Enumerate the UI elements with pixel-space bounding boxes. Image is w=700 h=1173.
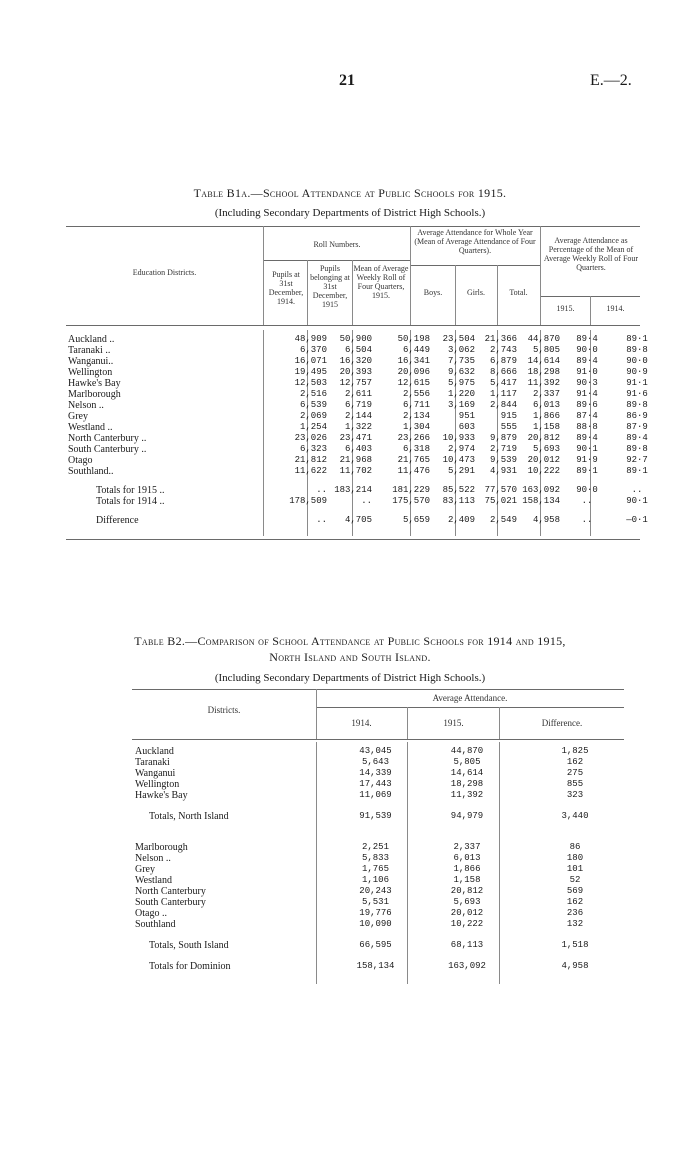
cell-value: 1,825	[561, 746, 589, 756]
cell-value: 6,013	[532, 400, 560, 410]
cell-value: 555	[500, 422, 517, 432]
cell-value: 89·4	[626, 433, 648, 443]
row-label: South Canterbury	[135, 897, 206, 908]
header-pupils-belonging: Pupils belonging at 31st December, 1915	[310, 264, 350, 309]
cell-value: 21,812	[294, 455, 327, 465]
cell-value: 6,539	[299, 400, 327, 410]
cell-value: 5,291	[447, 466, 475, 476]
row-spacer	[135, 832, 637, 842]
header-education-districts: Education Districts.	[132, 268, 197, 277]
cell-value: 132	[566, 919, 584, 929]
row-label: Southland	[135, 919, 176, 930]
cell-value: 5,417	[489, 378, 517, 388]
cell-value: 181,229	[392, 485, 430, 495]
cell-value: 10,933	[442, 433, 475, 443]
row-label: Taranaki ..	[68, 345, 111, 356]
cell-value: 19,776	[359, 908, 392, 918]
district-row	[135, 919, 637, 930]
district-row	[135, 908, 637, 919]
cell-value: 20,096	[397, 367, 430, 377]
header-mean-roll: Mean of Average Weekly Roll of Four Quarters, 1915.	[353, 264, 409, 300]
cell-value: 1,106	[361, 875, 389, 885]
cell-value: 11,392	[450, 790, 484, 800]
north-island-total-row	[135, 811, 637, 822]
cell-value: 77,570	[484, 485, 517, 495]
cell-value: 2,134	[402, 411, 430, 421]
row-label: Marlborough	[68, 389, 121, 400]
cell-value: 5,833	[361, 853, 389, 863]
district-row	[66, 433, 662, 444]
page-number: 21	[339, 72, 355, 89]
cell-value: 569	[566, 886, 584, 896]
cell-value: 855	[566, 779, 584, 789]
cell-value: 14,339	[359, 768, 392, 778]
district-row	[135, 886, 637, 897]
cell-value: 10,090	[359, 919, 392, 929]
cell-value: 89·1	[626, 466, 648, 476]
district-row	[135, 757, 637, 768]
district-row	[135, 842, 637, 853]
cell-value: 87·9	[626, 422, 648, 432]
cell-value: 23,504	[442, 334, 475, 344]
header-boys: Boys.	[423, 288, 443, 297]
district-row	[135, 853, 637, 864]
header-average-attendance: Average Attendance for Whole Year (Mean of Average Attendance of Four Quarters).	[414, 228, 536, 255]
cell-value: 20,243	[359, 886, 392, 896]
cell-value: ..	[361, 496, 372, 506]
row-spacer	[66, 477, 662, 485]
cell-value: 6,370	[299, 345, 327, 355]
cell-value: 2,337	[532, 389, 560, 399]
cell-value: 1,765	[361, 864, 389, 874]
cell-value: 85,522	[442, 485, 475, 495]
header-average-attendance-b2: Average Attendance.	[432, 693, 508, 703]
row-label: Totals for Dominion	[149, 961, 231, 972]
cell-value: 20,012	[450, 908, 484, 918]
cell-value: 7,735	[447, 356, 475, 366]
row-label: Totals, North Island	[149, 811, 229, 822]
district-row	[135, 746, 637, 757]
cell-value: 5,693	[532, 444, 560, 454]
cell-value: 20,812	[450, 886, 484, 896]
row-label: Nelson ..	[68, 400, 104, 411]
cell-value: 18,298	[450, 779, 484, 789]
cell-value: 2,549	[489, 515, 517, 525]
table-b2-body	[135, 746, 637, 972]
header-1914: 1914.	[606, 304, 625, 313]
table-b1a-title: Table B1a.—School Attendance at Public Schools for 1915.	[193, 186, 507, 200]
header-b2-difference: Difference.	[541, 718, 583, 728]
row-label: Totals for 1914 ..	[96, 496, 165, 507]
cell-value: 14,614	[450, 768, 484, 778]
cell-value: 23,471	[339, 433, 372, 443]
row-label: Difference	[96, 515, 139, 526]
row-label: Auckland	[135, 746, 174, 757]
row-spacer	[66, 507, 662, 515]
cell-value: 9,632	[447, 367, 475, 377]
cell-value: 12,757	[339, 378, 372, 388]
cell-value: 21,366	[484, 334, 517, 344]
district-row	[66, 378, 662, 389]
district-row	[66, 422, 662, 433]
cell-value: 1,158	[532, 422, 560, 432]
cell-value: 1,866	[453, 864, 481, 874]
cell-value: ..	[631, 485, 643, 495]
header-pupils-dec-1914: Pupils at 31st December, 1914.	[268, 270, 304, 306]
district-row	[135, 864, 637, 875]
cell-value: 10,222	[527, 466, 560, 476]
cell-value: 20,012	[527, 455, 560, 465]
row-label: Wellington	[135, 779, 180, 790]
row-spacer	[135, 930, 637, 940]
cell-value: 3,440	[561, 811, 589, 821]
cell-value: 88·8	[576, 422, 598, 432]
cell-value: 91·1	[626, 378, 648, 388]
cell-value: 5,805	[453, 757, 481, 767]
cell-value: 92·7	[626, 455, 648, 465]
cell-value: 236	[566, 908, 584, 918]
cell-value: 14,614	[527, 356, 560, 366]
cell-value: 43,045	[359, 746, 392, 756]
cell-value: 5,643	[361, 757, 389, 767]
row-label: North Canterbury	[135, 886, 206, 897]
row-label: Westland ..	[68, 422, 113, 433]
cell-value: 178,509	[289, 496, 327, 506]
cell-value: 89·4	[576, 433, 598, 443]
dominion-total-row	[135, 961, 637, 972]
cell-value: 4,705	[344, 515, 372, 525]
cell-value: 2,409	[447, 515, 475, 525]
row-label: Marlborough	[135, 842, 188, 853]
cell-value: 16,341	[397, 356, 430, 366]
cell-value: 89·8	[626, 444, 648, 454]
cell-value: 91·9	[576, 455, 598, 465]
cell-value: 16,320	[339, 356, 372, 366]
cell-value: 89·4	[576, 356, 598, 366]
district-row	[66, 466, 662, 477]
cell-value: 86·9	[626, 411, 648, 421]
row-spacer	[135, 822, 637, 832]
district-row	[66, 455, 662, 466]
district-row	[135, 875, 637, 886]
cell-value: 183,214	[334, 485, 372, 495]
cell-value: 10,222	[450, 919, 484, 929]
table-b2-title-line1: Table B2.—Comparison of School Attendance at Public Schools for 1914 and 1915,	[134, 634, 566, 648]
cell-value: 8,666	[489, 367, 517, 377]
south-island-total-row	[135, 940, 637, 951]
cell-value: 2,251	[361, 842, 389, 852]
cell-value: 44,870	[450, 746, 484, 756]
table-b1a-body	[66, 334, 662, 526]
cell-value: 175,570	[392, 496, 430, 506]
district-row	[66, 400, 662, 411]
row-label: Westland	[135, 875, 172, 886]
cell-value: 4,931	[489, 466, 517, 476]
cell-value: 1,304	[402, 422, 430, 432]
district-row	[66, 444, 662, 455]
table-b1a-subtitle: (Including Secondary Departments of District High Schools.)	[214, 207, 486, 219]
header-percentage: Average Attendance as Percentage of the Mean of Average Weekly Roll of Four Quarters.	[543, 236, 639, 272]
cell-value: 20,393	[339, 367, 372, 377]
table-b2-title-line2: North Island and South Island.	[269, 650, 431, 664]
table-b2-subtitle: (Including Secondary Departments of District High Schools.)	[214, 672, 486, 684]
row-label: Wanganui..	[68, 356, 114, 367]
cell-value: ..	[581, 496, 593, 506]
cell-value: 6,318	[402, 444, 430, 454]
district-row	[135, 768, 637, 779]
cell-value: ..	[316, 515, 327, 525]
cell-value: 16,071	[294, 356, 327, 366]
row-label: Grey	[68, 411, 88, 422]
cell-value: 11,622	[294, 466, 327, 476]
cell-value: 75,021	[484, 496, 517, 506]
cell-value: 915	[500, 411, 517, 421]
cell-value: 50,198	[397, 334, 430, 344]
cell-value: 1,518	[561, 940, 589, 950]
cell-value: 18,298	[527, 367, 560, 377]
row-label: Hawke's Bay	[135, 790, 188, 801]
cell-value: 90·1	[576, 444, 598, 454]
cell-value: 2,611	[344, 389, 372, 399]
header-districts: Districts.	[207, 705, 241, 715]
cell-value: 323	[566, 790, 584, 800]
district-row	[66, 345, 662, 356]
cell-value: 89·1	[576, 466, 598, 476]
cell-value: 2,516	[299, 389, 327, 399]
cell-value: 48,909	[294, 334, 327, 344]
district-row	[66, 367, 662, 378]
cell-value: 10,473	[442, 455, 475, 465]
cell-value: 91·4	[576, 389, 598, 399]
cell-value: 6,013	[453, 853, 481, 863]
cell-value: 951	[458, 411, 475, 421]
cell-value: 3,062	[447, 345, 475, 355]
row-label: South Canterbury ..	[68, 444, 147, 455]
cell-value: 1,158	[453, 875, 481, 885]
cell-value: 2,974	[447, 444, 475, 454]
cell-value: 1,220	[447, 389, 475, 399]
district-row	[66, 389, 662, 400]
cell-value: 83,113	[442, 496, 475, 506]
header-b2-1914: 1914.	[351, 718, 372, 728]
cell-value: 23,266	[397, 433, 430, 443]
cell-value: 89·4	[576, 334, 598, 344]
cell-value: 6,449	[402, 345, 430, 355]
cell-value: 12,503	[294, 378, 327, 388]
cell-value: 91·6	[626, 389, 648, 399]
cell-value: 5,659	[402, 515, 430, 525]
cell-value: 1,322	[344, 422, 372, 432]
cell-value: 6,719	[344, 400, 372, 410]
row-label: Totals for 1915 ..	[96, 485, 165, 496]
cell-value: 2,144	[344, 411, 372, 421]
row-spacer	[135, 801, 637, 811]
cell-value: 90·0	[576, 345, 598, 355]
cell-value: 87·4	[576, 411, 598, 421]
cell-value: 91·0	[576, 367, 598, 377]
cell-value: 1,254	[299, 422, 327, 432]
cell-value: 17,443	[359, 779, 392, 789]
cell-value: 9,879	[489, 433, 517, 443]
cell-value: 68,113	[450, 940, 484, 950]
cell-value: 94,979	[450, 811, 484, 821]
cell-value: 89·6	[576, 400, 598, 410]
cell-value: 11,069	[359, 790, 392, 800]
district-row	[66, 411, 662, 422]
cell-value: 6,403	[344, 444, 372, 454]
cell-value: 11,476	[397, 466, 430, 476]
row-label: Taranaki	[135, 757, 170, 768]
cell-value: 20,812	[527, 433, 560, 443]
cell-value: 19,495	[294, 367, 327, 377]
cell-value: 1,117	[489, 389, 517, 399]
cell-value: 2,337	[453, 842, 481, 852]
cell-value: —0·1	[626, 515, 648, 525]
cell-value: 101	[566, 864, 584, 874]
cell-value: 52	[569, 875, 581, 885]
cell-value: 90·0	[576, 485, 598, 495]
header-b2-1915: 1915.	[443, 718, 464, 728]
cell-value: 180	[566, 853, 584, 863]
row-spacer	[135, 951, 637, 961]
cell-value: 6,711	[402, 400, 430, 410]
row-label: Wellington	[68, 367, 113, 378]
cell-value: 90·0	[626, 356, 648, 366]
cell-value: 2,743	[489, 345, 517, 355]
cell-value: 162	[566, 897, 584, 907]
district-row	[66, 356, 662, 367]
cell-value: 5,531	[361, 897, 389, 907]
cell-value: 158,134	[522, 496, 560, 506]
cell-value: 2,069	[299, 411, 327, 421]
cell-value: 90·1	[626, 496, 648, 506]
cell-value: 5,805	[532, 345, 560, 355]
row-label: Grey	[135, 864, 155, 875]
row-label: Wanganui	[135, 768, 176, 779]
cell-value: 21,968	[339, 455, 372, 465]
cell-value: 6,879	[489, 356, 517, 366]
header-roll-numbers: Roll Numbers.	[313, 240, 361, 249]
cell-value: 6,323	[299, 444, 327, 454]
row-label: Nelson ..	[135, 853, 171, 864]
cell-value: 163,092	[448, 961, 486, 971]
cell-value: 3,169	[447, 400, 475, 410]
district-row	[135, 790, 637, 801]
row-label: Auckland ..	[68, 334, 115, 345]
cell-value: 6,504	[344, 345, 372, 355]
cell-value: 9,539	[489, 455, 517, 465]
totals-row	[66, 496, 662, 507]
row-label: Otago ..	[135, 908, 167, 919]
cell-value: 158,134	[356, 961, 395, 971]
row-label: Southland..	[68, 466, 114, 477]
header-girls: Girls.	[467, 288, 485, 297]
cell-value: 21,765	[397, 455, 430, 465]
page-reference: E.—2.	[590, 72, 632, 89]
district-row	[135, 897, 637, 908]
cell-value: 86	[569, 842, 581, 852]
cell-value: 4,958	[561, 961, 589, 971]
cell-value: 44,870	[527, 334, 560, 344]
row-label: North Canterbury ..	[68, 433, 147, 444]
cell-value: 90·9	[626, 367, 648, 377]
header-total: Total.	[509, 288, 528, 297]
totals-row	[66, 485, 662, 496]
cell-value: 5,693	[453, 897, 481, 907]
cell-value: 50,900	[339, 334, 372, 344]
cell-value: 11,392	[527, 378, 560, 388]
cell-value: 89·8	[626, 345, 648, 355]
cell-value: 162	[566, 757, 584, 767]
cell-value: 89·1	[626, 334, 648, 344]
row-label: Otago	[68, 455, 93, 466]
cell-value: 603	[458, 422, 475, 432]
cell-value: 11,702	[339, 466, 372, 476]
cell-value: ..	[581, 515, 593, 525]
cell-value: 89·8	[626, 400, 648, 410]
cell-value: 23,026	[294, 433, 327, 443]
cell-value: 5,975	[447, 378, 475, 388]
cell-value: 1,866	[532, 411, 560, 421]
district-row	[66, 334, 662, 345]
cell-value: 2,556	[402, 389, 430, 399]
cell-value: 275	[566, 768, 584, 778]
difference-row	[66, 515, 662, 526]
cell-value: 66,595	[359, 940, 392, 950]
cell-value: 90·3	[576, 378, 598, 388]
cell-value: 12,615	[397, 378, 430, 388]
row-label: Totals, South Island	[149, 940, 229, 951]
row-label: Hawke's Bay	[68, 378, 121, 389]
cell-value: 2,719	[489, 444, 517, 454]
cell-value: 2,844	[489, 400, 517, 410]
cell-value: 4,958	[532, 515, 560, 525]
district-row	[135, 779, 637, 790]
cell-value: ..	[316, 485, 327, 495]
cell-value: 163,092	[522, 485, 560, 495]
cell-value: 91,539	[359, 811, 392, 821]
header-1915: 1915.	[556, 304, 575, 313]
